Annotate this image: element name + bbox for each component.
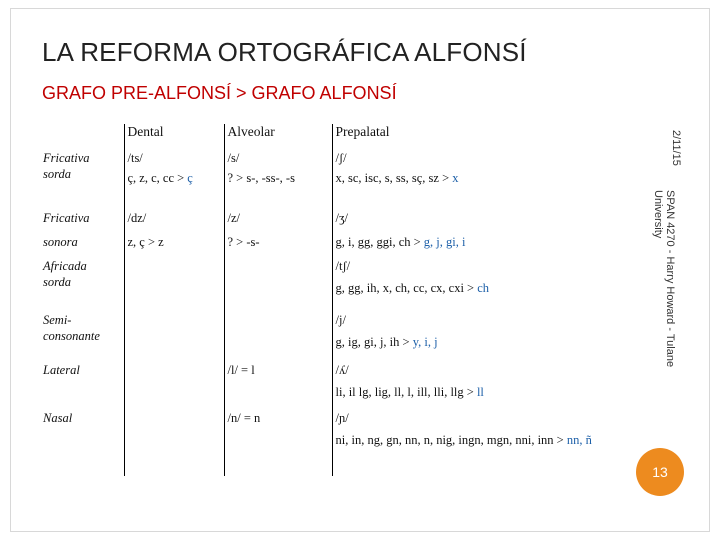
row-label <box>40 256 124 306</box>
slide-date: 2/11/15 <box>670 130 682 166</box>
pre-alfonsi: ? > s-, -ss-, -s <box>227 171 295 185</box>
cell-prepalatal <box>332 306 652 356</box>
table-row <box>40 306 652 356</box>
cell-dental-empty <box>124 306 224 356</box>
pre-alfonsi: g, i, gg, ggi, ch > <box>335 235 424 249</box>
slide-subtitle: GRAFO PRE-ALFONSÍ > GRAFO ALFONSÍ <box>42 83 397 103</box>
cell-alveolar <box>224 204 332 256</box>
table-row <box>40 204 652 256</box>
row-label-line2: sonora <box>43 235 78 249</box>
cell-alveolar <box>224 406 332 476</box>
row-label-text: Fricativa sorda <box>43 151 90 181</box>
orthography-table <box>40 124 652 476</box>
slide-title: LA REFORMA ORTOGRÁFICA ALFONSÍ <box>42 37 527 67</box>
ipa-symbol: /j/ <box>335 313 346 327</box>
ipa-symbol: /ʎ/ <box>335 363 349 377</box>
ipa-symbol: /dz/ <box>127 211 147 225</box>
cell-alveolar-empty <box>224 256 332 306</box>
pre-alfonsi: z, ç > z <box>127 235 164 249</box>
row-label <box>40 204 124 256</box>
ipa-symbol: /ʃ/ <box>335 151 347 165</box>
row-label <box>40 150 124 204</box>
row-label <box>40 306 124 356</box>
ipa-symbol: /ts/ <box>127 151 143 165</box>
pre-alfonsi: x, sc, isc, s, ss, sç, sz > <box>335 171 453 185</box>
cell-alveolar-empty <box>224 306 332 356</box>
grapheme-list <box>336 384 653 400</box>
alfonsi-grapheme: ll <box>476 385 484 399</box>
grapheme-list <box>336 280 653 296</box>
ipa-symbol: /ɲ/ <box>335 411 349 425</box>
pre-alfonsi: ç, z, c, cc > <box>127 171 188 185</box>
cell-dental <box>124 150 224 204</box>
alfonsi-grapheme: nn, ñ <box>566 433 592 447</box>
cell-prepalatal <box>332 256 652 306</box>
ipa-symbol: /s/ <box>227 151 240 165</box>
table-row <box>40 256 652 306</box>
cell-prepalatal <box>332 150 652 204</box>
alfonsi-grapheme: y, i, j <box>412 335 438 349</box>
row-label-line1: Fricativa <box>43 211 90 225</box>
alfonsi-grapheme: x <box>452 171 459 185</box>
cell-dental <box>124 204 224 256</box>
cell-dental-empty <box>124 356 224 406</box>
alfonsi-grapheme: g, j, gi, i <box>423 235 466 249</box>
grapheme-list <box>336 234 653 250</box>
cell-alveolar <box>224 356 332 406</box>
row-label-text: Africada sorda <box>43 259 87 289</box>
alfonsi-grapheme: ç <box>187 171 193 185</box>
pre-alfonsi: li, il lg, lig, ll, l, ill, lli, llg > <box>335 385 477 399</box>
ipa-symbol: /n/ = n <box>227 411 261 425</box>
cell-dental-empty <box>124 406 224 476</box>
course-footer: SPAN 4270 - Harry Howard - Tulane University <box>652 190 676 368</box>
cell-dental-empty <box>124 256 224 306</box>
table-header-row <box>40 124 652 150</box>
pre-alfonsi: g, gg, ih, x, ch, cc, cx, cxi > <box>335 281 478 295</box>
table-row <box>40 150 652 204</box>
header-empty <box>40 124 124 150</box>
header-prepalatal: Prepalatal <box>335 124 390 139</box>
page-number-badge: 13 <box>636 448 684 496</box>
cell-alveolar <box>224 150 332 204</box>
ipa-symbol: /z/ <box>227 211 240 225</box>
pre-alfonsi: ni, in, ng, gn, nn, n, nig, ingn, mgn, nni, inn > <box>335 433 567 447</box>
pre-alfonsi: ? > -s- <box>227 235 260 249</box>
header-dental: Dental <box>124 124 224 150</box>
cell-prepalatal <box>332 356 652 406</box>
grapheme-list <box>336 432 636 448</box>
row-label-text: Lateral <box>43 363 80 377</box>
table-row <box>40 406 652 476</box>
pre-alfonsi: g, ig, gi, j, ih > <box>335 335 413 349</box>
row-label-text: Semi-consonante <box>43 313 100 343</box>
ipa-symbol: /tʃ/ <box>335 259 351 273</box>
table-row <box>40 356 652 406</box>
grapheme-list <box>336 170 653 186</box>
cell-prepalatal <box>332 204 652 256</box>
grapheme-list <box>336 334 653 350</box>
header-alveolar: Alveolar <box>224 124 332 150</box>
ipa-symbol: /ʒ/ <box>335 211 348 225</box>
grapheme-list <box>128 170 224 186</box>
alfonsi-grapheme: ch <box>477 281 490 295</box>
row-label <box>40 406 124 476</box>
ipa-symbol: /l/ = l <box>227 363 255 377</box>
row-label <box>40 356 124 406</box>
row-label-text: Nasal <box>43 411 73 425</box>
cell-prepalatal <box>332 406 652 476</box>
